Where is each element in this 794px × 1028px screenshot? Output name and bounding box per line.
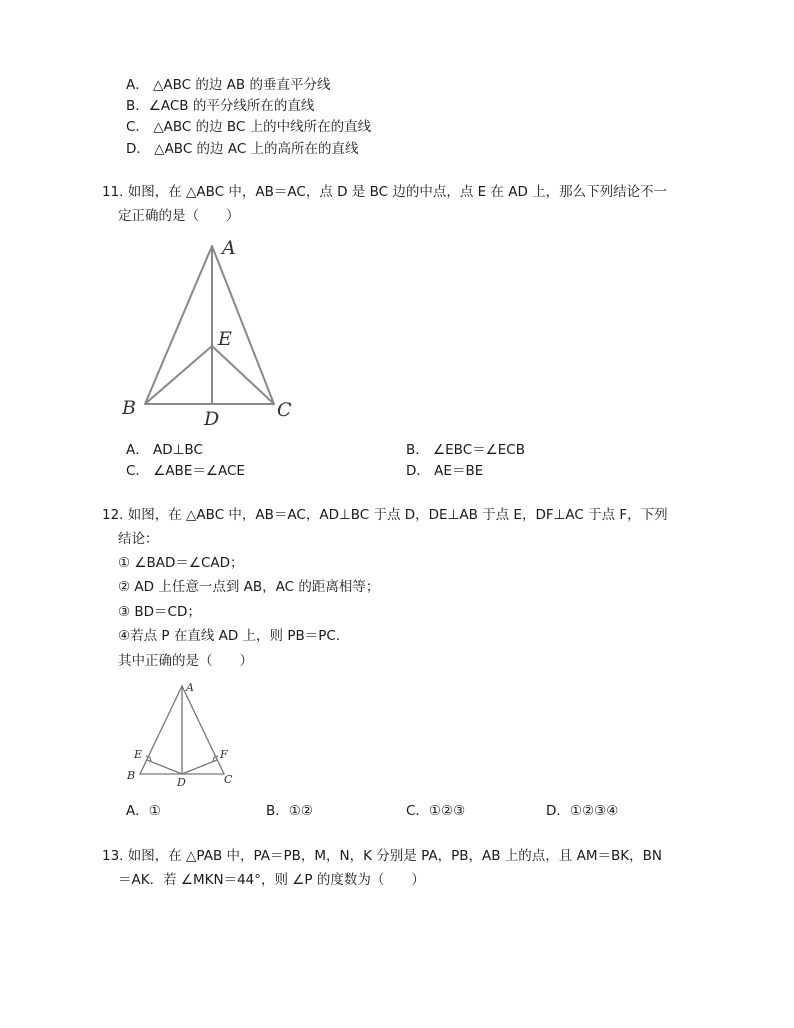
q12-statement-4: ④若点 P 在直线 AD 上，则 PB＝PC．: [118, 628, 350, 644]
q11-label-d: D: [204, 408, 220, 430]
q12-label-f: F: [220, 748, 228, 761]
q12-statement-3: ③ BD＝CD；: [118, 604, 201, 620]
q13-stem-line2: ＝AK．若 ∠MKN＝44°，则 ∠P 的度数为（ ）: [118, 872, 425, 888]
q12-option-a: A．①: [126, 803, 161, 819]
q11-label-a: A: [222, 237, 236, 259]
q11-option-c: C． ∠ABE＝∠ACE: [126, 463, 245, 479]
option-c: C． △ABC 的边 BC 上的中线所在的直线: [126, 119, 372, 135]
q11-option-d: D． AE＝BE: [406, 463, 484, 479]
q11-segment-be: [145, 346, 212, 404]
q12-label-e: E: [134, 748, 143, 761]
q13-stem-line1: 13. 如图，在 △PAB 中，PA＝PB，M，N，K 分别是 PA，PB，AB 上的点，且 AM＝BK，BN: [102, 848, 662, 864]
q12-option-b: B．①②: [266, 803, 313, 819]
q11-segment-ce: [212, 346, 274, 404]
q12-label-d: D: [177, 776, 186, 789]
q12-stem-line2: 结论：: [118, 531, 159, 547]
q12-segment-de: [147, 760, 182, 774]
q12-statement-2: ② AD 上任意一点到 AB，AC 的距离相等；: [118, 579, 380, 595]
q12-option-c: C．①②③: [406, 803, 466, 819]
q11-triangle-figure: [112, 232, 312, 430]
q11-stem-line2: 定正确的是（ ）: [118, 208, 240, 224]
q12-stem-line1: 12. 如图，在 △ABC 中，AB＝AC，AD⊥BC 于点 D，DE⊥AB 于点 E，DF⊥AC 于点 F，下列: [102, 507, 668, 523]
q12-statement-1: ① ∠BAD＝∠CAD；: [118, 555, 244, 571]
q12-triangle-figure: [120, 676, 250, 792]
q11-stem-line1: 11. 如图，在 △ABC 中，AB＝AC，点 D 是 BC 边的中点，点 E 在 AD 上，那么下列结论不一: [102, 184, 668, 200]
q12-label-a: A: [186, 681, 194, 694]
option-d: D． △ABC 的边 AC 上的高所在的直线: [126, 141, 359, 157]
q12-label-c: C: [224, 773, 233, 786]
q12-option-d: D．①②③④: [546, 803, 619, 819]
q11-label-c: C: [277, 399, 292, 421]
q12-label-b: B: [127, 769, 136, 782]
q11-label-e: E: [218, 328, 232, 350]
q12-segment-df: [182, 760, 217, 774]
q12-stem-line3: 其中正确的是（ ）: [118, 653, 253, 669]
option-b: B．∠ACB 的平分线所在的直线: [126, 98, 315, 114]
option-a: A． △ABC 的边 AB 的垂直平分线: [126, 77, 331, 93]
q11-option-b: B． ∠EBC＝∠ECB: [406, 442, 525, 458]
q11-label-b: B: [122, 397, 136, 419]
q11-triangle-abc: [145, 246, 274, 404]
q11-option-a: A． AD⊥BC: [126, 442, 203, 458]
